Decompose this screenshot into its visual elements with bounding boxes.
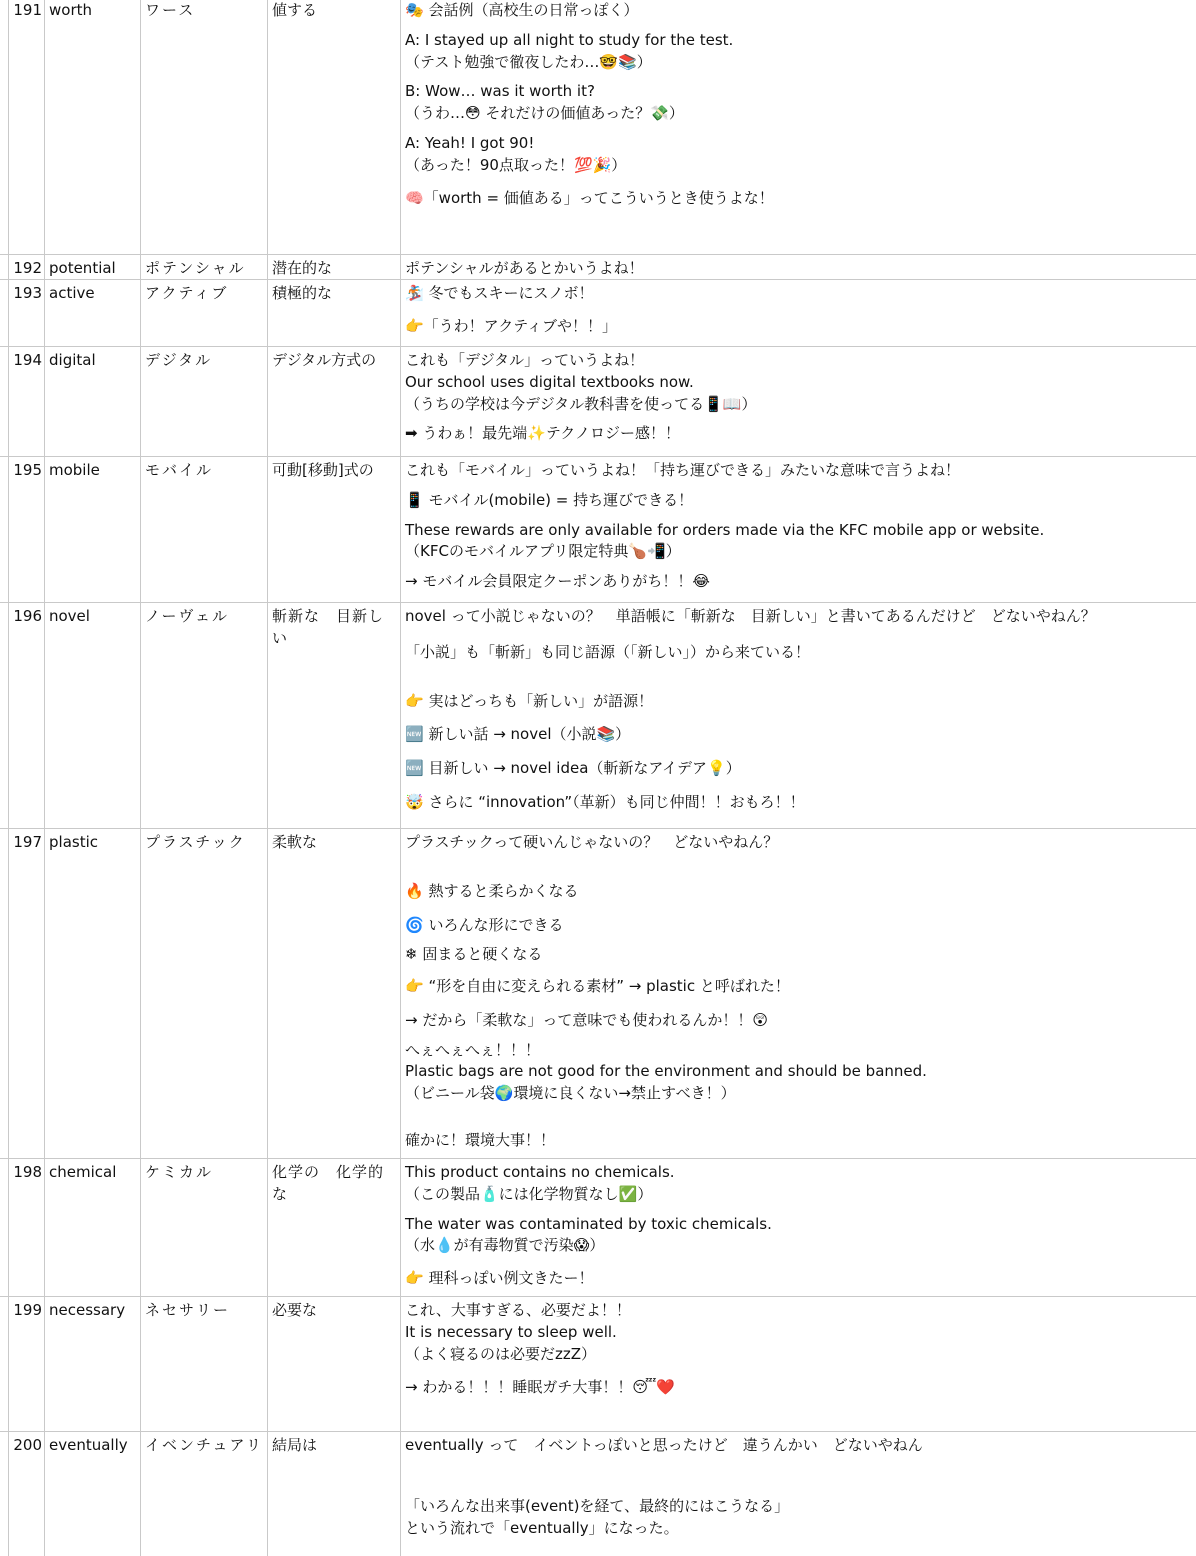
- word-number[interactable]: 197: [9, 828, 45, 1158]
- note-line: The water was contaminated by toxic chemicals.: [405, 1214, 772, 1233]
- table-row: [0, 1296, 1196, 1432]
- katakana-reading[interactable]: ケミカル: [141, 1158, 268, 1296]
- note-line: 🎭 会話例（高校生の日常っぽく）: [405, 1, 639, 19]
- word-number[interactable]: 192: [9, 254, 45, 279]
- note-line: Plastic bags are not good for the environment and should be banned.: [405, 1062, 927, 1081]
- word-number[interactable]: 199: [9, 1296, 45, 1431]
- note-line: （テスト勉強で徹夜したわ…🤓📚）: [405, 52, 652, 71]
- note-line: （うちの学校は今デジタル教科書を使ってる📱📖）: [405, 394, 757, 413]
- japanese-meaning[interactable]: 斬新な 目新しい: [268, 602, 401, 828]
- katakana-reading[interactable]: ポテンシャル: [141, 254, 268, 279]
- note-line: へぇへぇへぇ！！！: [405, 1040, 541, 1059]
- note-line: 🆕 目新しい → novel idea（斬新なアイデア💡）: [405, 759, 741, 777]
- japanese-meaning[interactable]: 積極的な: [268, 279, 401, 346]
- note-line: （ビニール袋🌍環境に良くない→禁止すべき！）: [405, 1084, 736, 1102]
- japanese-meaning[interactable]: デジタル方式の: [268, 346, 401, 456]
- note-line: 🏂 冬でもスキーにスノボ！: [405, 284, 594, 302]
- note-line: 👉「うわ！アクティブや！！」: [405, 316, 618, 335]
- note-line: 🧠「worth = 価値ある」ってこういうとき使うよな！: [405, 189, 774, 208]
- note-line: B: Wow… was it worth it?: [405, 82, 595, 101]
- example-notes[interactable]: [401, 0, 1196, 254]
- note-line: novel って小説じゃないの？ 単語帳に「斬新な 目新しい」と書いてあるんだけど どないやねん？: [405, 607, 1096, 625]
- example-notes[interactable]: [401, 279, 1196, 346]
- japanese-meaning[interactable]: 結局は: [268, 1431, 401, 1556]
- english-word[interactable]: plastic: [45, 828, 141, 1158]
- english-word[interactable]: active: [45, 279, 141, 346]
- table-row: [0, 602, 1196, 829]
- note-line: A: Yeah! I got 90!: [405, 133, 535, 152]
- example-notes[interactable]: [401, 1158, 1196, 1296]
- note-line: eventually って イベントっぽいと思ったけど 違うんかい どないやねん: [405, 1436, 923, 1454]
- note-line: これも「デジタル」っていうよね！: [405, 351, 645, 369]
- note-line: It is necessary to sleep well.: [405, 1322, 617, 1341]
- note-line: これも「モバイル」っていうよね！「持ち運びできる」みたいな意味で言うよね！: [405, 461, 961, 479]
- table-row: [0, 828, 1196, 1159]
- note-line: 🆕 新しい話 → novel（小説📚）: [405, 725, 631, 744]
- note-line: → モバイル会員限定クーポンありがち！！😂: [405, 572, 710, 590]
- japanese-meaning[interactable]: 可動[移動]式の: [268, 456, 401, 602]
- note-line: 🤯 さらに “innovation”（革新）も同じ仲間！！おもろ！！: [405, 792, 805, 811]
- japanese-meaning[interactable]: 潜在的な: [268, 254, 401, 279]
- note-line: → だから「柔軟な」って意味でも使われるんか！！😲: [405, 1010, 768, 1029]
- katakana-reading[interactable]: ワース: [141, 0, 268, 254]
- note-line: （うわ…😳 それだけの価値あった？💸）: [405, 104, 684, 122]
- english-word[interactable]: necessary: [45, 1296, 141, 1431]
- katakana-reading[interactable]: モバイル: [141, 456, 268, 602]
- english-word[interactable]: worth: [45, 0, 141, 254]
- katakana-reading[interactable]: ノーヴェル: [141, 602, 268, 828]
- table-row: [0, 254, 1196, 280]
- note-line: 「小説」も「斬新」も同じ語源（「新しい」）から来ている！: [405, 642, 811, 661]
- word-number[interactable]: 194: [9, 346, 45, 456]
- example-notes[interactable]: [401, 1431, 1196, 1556]
- word-number[interactable]: 191: [9, 0, 45, 254]
- word-number[interactable]: 195: [9, 456, 45, 602]
- table-row: [0, 456, 1196, 603]
- english-word[interactable]: mobile: [45, 456, 141, 602]
- note-line: A: I stayed up all night to study for the test.: [405, 30, 734, 49]
- note-line: 📱 モバイル(mobile) = 持ち運びできる！: [405, 490, 694, 509]
- word-number[interactable]: 196: [9, 602, 45, 828]
- note-line: These rewards are only available for orders made via the KFC mobile app or website.: [405, 520, 1045, 539]
- note-line: Our school uses digital textbooks now.: [405, 372, 694, 391]
- note-line: → わかる！！！睡眠ガチ大事！！😴❤️: [405, 1378, 676, 1397]
- example-notes[interactable]: [401, 602, 1196, 828]
- note-line: This product contains no chemicals.: [405, 1163, 675, 1181]
- english-word[interactable]: chemical: [45, 1158, 141, 1296]
- word-number[interactable]: 200: [9, 1431, 45, 1556]
- table-row: [0, 279, 1196, 347]
- note-line: 🔥 熱すると柔らかくなる: [405, 881, 579, 900]
- note-line: これ、大事すぎる、必要だよ！！: [405, 1301, 631, 1319]
- table-row: [0, 346, 1196, 457]
- example-notes[interactable]: [401, 828, 1196, 1158]
- japanese-meaning[interactable]: 化学の 化学的な: [268, 1158, 401, 1296]
- japanese-meaning[interactable]: 値する: [268, 0, 401, 254]
- katakana-reading[interactable]: アクティブ: [141, 279, 268, 346]
- english-word[interactable]: eventually: [45, 1431, 141, 1556]
- katakana-reading[interactable]: デジタル: [141, 346, 268, 456]
- note-line: 「いろんな出来事(event)を経て、最終的にはこうなる」: [405, 1496, 790, 1515]
- katakana-reading[interactable]: ネセサリー: [141, 1296, 268, 1431]
- note-line: （よく寝るのは必要だzzZ）: [405, 1344, 597, 1363]
- japanese-meaning[interactable]: 必要な: [268, 1296, 401, 1431]
- example-notes[interactable]: [401, 346, 1196, 456]
- table-row: [0, 1158, 1196, 1297]
- note-line: （KFCのモバイルアプリ限定特典🍗📲）: [405, 542, 681, 561]
- example-notes[interactable]: [401, 456, 1196, 602]
- note-line: （あった！90点取った！💯🎉）: [405, 155, 627, 174]
- english-word[interactable]: novel: [45, 602, 141, 828]
- word-number[interactable]: 193: [9, 279, 45, 346]
- note-line: 🌀 いろんな形にできる: [405, 915, 564, 934]
- katakana-reading[interactable]: プラスチック: [141, 828, 268, 1158]
- katakana-reading[interactable]: イベンチュアリ: [141, 1431, 268, 1556]
- note-line: 👉 理科っぽい例文きたー！: [405, 1269, 594, 1287]
- note-line: ポテンシャルがあるとかいうよね！: [405, 259, 644, 277]
- note-line: 確かに！環境大事！！: [405, 1130, 556, 1149]
- example-notes[interactable]: [401, 1296, 1196, 1431]
- english-word[interactable]: potential: [45, 254, 141, 279]
- note-line: 👉 実はどっちも「新しい」が語源！: [405, 691, 654, 710]
- table-row: [0, 0, 1196, 255]
- note-line: プラスチックって硬いんじゃないの？ どないやねん？: [405, 833, 779, 851]
- japanese-meaning[interactable]: 柔軟な: [268, 828, 401, 1158]
- note-line: 👉 “形を自由に変えられる素材” → plastic と呼ばれた！: [405, 977, 790, 995]
- word-number[interactable]: 198: [9, 1158, 45, 1296]
- note-line: という流れで「eventually」になった。: [405, 1518, 679, 1537]
- note-line: （水💧が有毒物質で汚染😱）: [405, 1236, 605, 1255]
- note-line: ❄ 固まると硬くなる: [405, 945, 543, 964]
- note-line: ➡ うわぁ！最先端✨テクノロジー感！！: [405, 424, 680, 443]
- table-row: [0, 1431, 1196, 1556]
- note-line: （この製品🧴には化学物質なし✅）: [405, 1184, 653, 1203]
- english-word[interactable]: digital: [45, 346, 141, 456]
- example-notes[interactable]: [401, 254, 1196, 279]
